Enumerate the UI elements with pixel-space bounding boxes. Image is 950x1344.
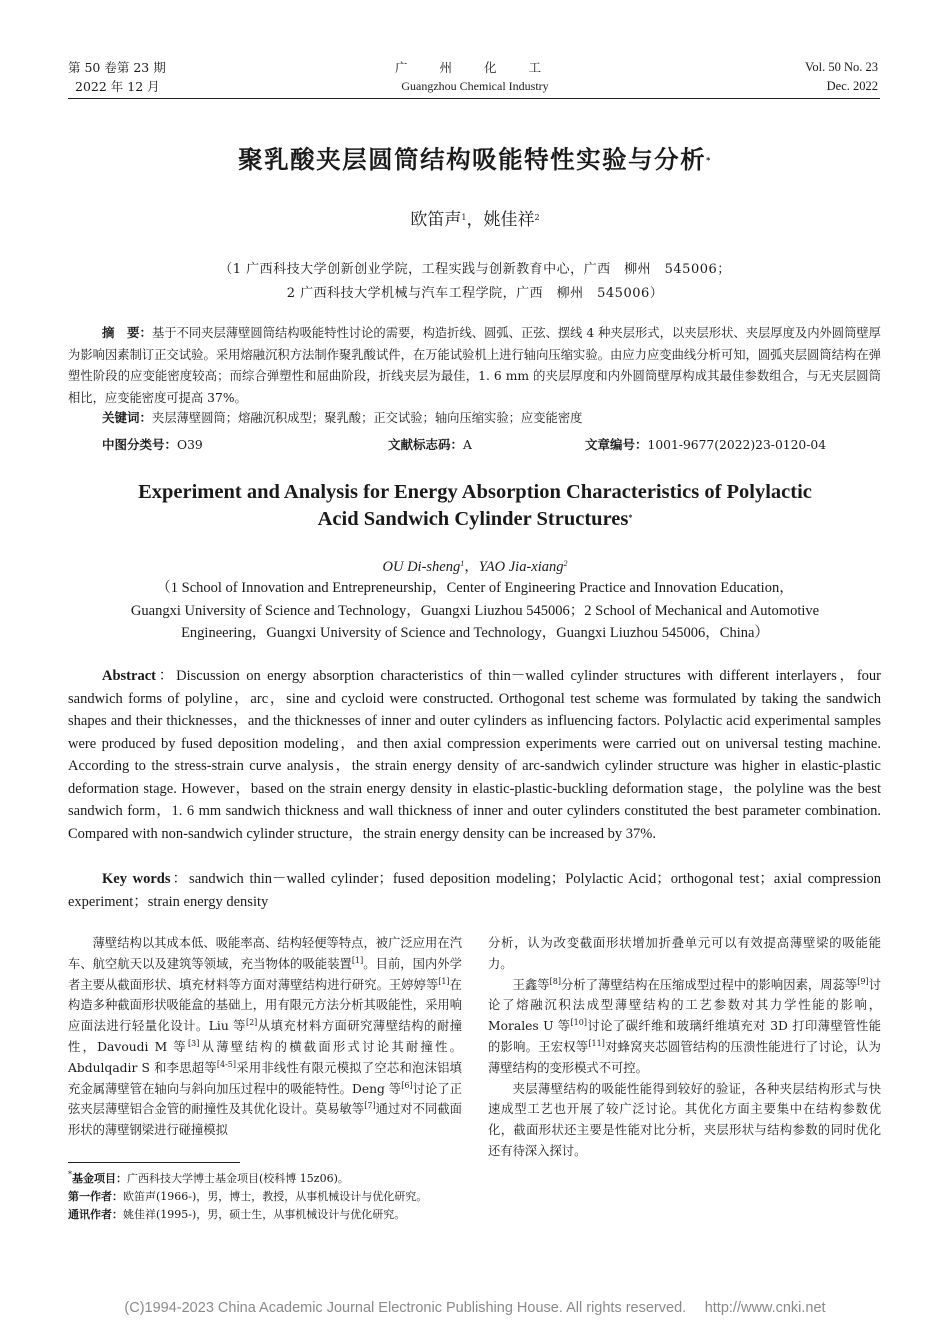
article-title-en	[60, 479, 890, 533]
issue-volume-cn: 第 50 卷第 23 期	[68, 60, 166, 75]
keywords-cn	[68, 408, 881, 428]
title-en-footnote-mark: *	[628, 513, 633, 522]
keywords-cn-text: 夹层薄壁圆筒；熔融沉积成型；聚乳酸；正交试验；轴向压缩实验；应变能密度	[152, 411, 583, 425]
fund-text: 广西科技大学博士基金项目(校科博 15z06)。	[127, 1172, 349, 1185]
first-author-label: 第一作者：	[68, 1190, 123, 1203]
abstract-cn-label: 摘 要：	[102, 325, 153, 340]
fund-mark: *	[68, 1170, 72, 1179]
article-number-label: 文章编号：	[585, 437, 648, 452]
title-en-line: Experiment and Analysis for Energy Absorption Characteristics of Polylactic	[138, 481, 812, 503]
copyright-watermark: (C)1994-2023 China Academic Journal Electronic Publishing House. All rights reserved. http://www.cnki.net	[124, 1300, 826, 1316]
affiliation-en-line: （1 School of Innovation and Entrepreneurship，Center of Engineering Practice and Innovation Education，	[156, 580, 794, 596]
citation-ref[interactable]: [8]	[549, 976, 561, 986]
body-text: 分析，认为改变截面形状增加折叠单元可以有效提高薄壁梁的吸能能力。	[488, 936, 881, 971]
author-cn-1-aff: 1	[461, 213, 467, 222]
author-cn-2-aff: 2	[534, 213, 540, 222]
footnote-fund	[68, 1170, 488, 1188]
fund-label: 基金项目：	[72, 1172, 127, 1185]
authors-en	[0, 555, 950, 576]
body-text: 夹层薄壁结构的吸能性能得到较好的验证，各种夹层结构形式与快速成型工艺也开展了较广泛讨论。其优化方面主要集中在结构参数优化，截面形状还主要是性能对比分析，夹层形状与结构参数的同时优化还有待深入探讨。	[488, 1081, 881, 1158]
clc-number	[102, 435, 203, 455]
affiliations-cn	[60, 258, 890, 306]
body-text: 王鑫等	[512, 977, 550, 992]
abstract-en-colon: ：	[155, 668, 177, 684]
footnote-corresponding-author	[68, 1206, 488, 1224]
affiliation-cn-line: （1 广西科技大学创新创业学院，工程实践与创新教育中心，广西 柳州 545006；	[219, 262, 731, 277]
author-en-1: OU Di-sheng	[382, 559, 461, 575]
author-en-2-aff: 2	[563, 559, 568, 568]
author-en-1-aff: 1	[460, 559, 465, 568]
citation-ref[interactable]: [1]	[351, 955, 364, 965]
author-separator-cn: ，	[466, 210, 484, 230]
title-en-line: Acid Sandwich Cylinder Structures	[317, 508, 629, 530]
author-cn-2: 姚佳祥	[483, 210, 535, 230]
citation-ref[interactable]: [2]	[245, 1018, 258, 1028]
article-number	[585, 435, 826, 455]
issue-volume-en: Vol. 50 No. 23	[804, 60, 878, 74]
body-column-left	[68, 933, 462, 1141]
citation-ref[interactable]: [9]	[857, 976, 869, 986]
citation-ref[interactable]: [10]	[570, 1018, 587, 1028]
abstract-cn	[68, 322, 881, 409]
header-rule	[68, 98, 880, 99]
body-text: 讨论了熔融沉积法成型薄壁结构的工艺参数对其力学性能的影响，Morales U 等	[488, 977, 881, 1034]
body-paragraph	[488, 933, 881, 975]
author-en-2: YAO Jia-xiang	[478, 559, 564, 575]
body-text: 讨论了正弦夹层薄壁铝合金管的耐撞性及其优化设计。莫易敏等	[68, 1081, 462, 1117]
citation-ref[interactable]: [3]	[188, 1038, 200, 1048]
keywords-en-colon: ：	[170, 871, 190, 887]
keywords-en	[68, 868, 881, 913]
body-paragraph	[68, 933, 462, 1141]
author-separator-en: ，	[464, 559, 479, 575]
article-title-cn	[0, 141, 950, 176]
citation-ref[interactable]: [1]	[438, 976, 450, 986]
keywords-en-label: Key words	[102, 871, 171, 887]
abstract-cn-text: 基于不同夹层薄壁圆筒结构吸能特性讨论的需要，构造折线、圆弧、正弦、摆线 4 种夹层形式，以夹层形状、夹层厚度及内外圆筒壁厚为影响因素制订正交试验。采用熔融沉积方法制作聚乳酸试件，在万能试验机上进行轴向压缩实验。由应力应变曲线分析可知，圆弧夹层圆筒结构在弹塑性阶段的应变能密度较高；而综合弹塑性和屈曲阶段，折线夹层为最佳，1. 6 mm 的夹层厚度和内外圆筒壁厚构成其最佳参数组合，与无夹层圆筒相比，应变能密度可提高 37%。	[68, 326, 881, 405]
citation-ref[interactable]: [7]	[364, 1101, 376, 1111]
first-author-text: 欧笛声(1966-)，男，博士，教授，从事机械设计与优化研究。	[123, 1190, 428, 1203]
body-text: 讨论了碳纤维和玻璃纤维填充对 3D 打印薄壁管性能的影响。王宏权等	[488, 1019, 881, 1054]
abstract-en-text: Discussion on energy absorption characteristics of thin－walled cylinder structures with different interlayers，four sandwich forms of polyline，arc，sine and cycloid were constructed. Orthogonal test scheme was formulated by taking the sandwich shapes and their thicknesses，and the thicknesses of inner and outer cylinders as influencing factors. Polylactic acid experimental samples were produced by fused deposition modeling，and then axial compression experiments were carried out on universal testing machine. According to the stress-strain curve analysis，the strain energy density of arc-sandwich cylinder structure was higher in elastic-plastic deformation stage. However，based on the strain energy density in elastic-plastic-buckling deformation stage，the polyline was the best sandwich form，1. 6 mm sandwich thickness and wall thickness of inner and outer cylinders constituted the best parameter combination. Compared with non-sandwich cylinder structure，the strain energy density can be increased by 37%.	[68, 668, 882, 842]
body-text: 通过对不同截面形状的薄壁钢梁进行碰撞模拟	[68, 1102, 462, 1138]
body-paragraph	[488, 975, 881, 1079]
authors-cn	[0, 205, 950, 230]
affiliations-en	[70, 577, 880, 645]
clc-value: O39	[177, 438, 203, 452]
abstract-en	[68, 665, 881, 845]
issue-date-cn: 2022 年 12 月	[75, 79, 160, 94]
citation-ref[interactable]: [4-5]	[216, 1059, 237, 1069]
journal-name-cn: 广 州 化 工	[395, 60, 555, 75]
document-code	[388, 435, 472, 455]
body-text: 对蜂窝夹芯圆管结构的压溃性能进行了讨论，认为薄壁结构的变形模式不可控。	[488, 1039, 881, 1075]
affiliation-cn-line: 2 广西科技大学机械与汽车工程学院，广西 柳州 545006）	[286, 286, 664, 301]
journal-issue-en	[805, 58, 878, 96]
footnotes	[68, 1170, 488, 1224]
body-text: 薄壁结构以其成本低、吸能率高、结构轻便等特点，被广泛应用在汽车、航空航天以及建筑等领域，充当物体的吸能装置	[68, 936, 462, 971]
abstract-en-label: Abstract	[102, 668, 156, 684]
author-cn-1: 欧笛声	[410, 210, 462, 230]
title-cn-footnote-mark: *	[706, 156, 712, 165]
footnote-first-author	[68, 1188, 488, 1206]
keywords-cn-label: 关键词：	[102, 410, 153, 425]
body-paragraph	[488, 1079, 881, 1162]
clc-label: 中图分类号：	[102, 437, 178, 452]
document-code-label: 文献标志码：	[388, 437, 464, 452]
body-text: 从填充材料方面研究薄壁结构的耐撞性，Davoudi M 等	[68, 1019, 462, 1054]
article-number-value: 1001-9677(2022)23-0120-04	[647, 438, 827, 452]
citation-ref[interactable]: [6]	[401, 1080, 413, 1090]
issue-date-en: Dec. 2022	[826, 79, 878, 93]
body-text: 在构造多种截面形状吸能盒的基础上，用有限元方法分析其吸能性，采用响应面法进行轻量化设计。Liu 等	[68, 977, 462, 1034]
title-cn-text: 聚乳酸夹层圆筒结构吸能特性实验与分析	[238, 145, 707, 174]
body-column-right	[488, 933, 881, 1162]
footnote-rule	[68, 1162, 240, 1163]
journal-name-en: Guangzhou Chemical Industry	[401, 79, 549, 93]
affiliation-en-line: Guangxi University of Science and Technology，Guangxi Liuzhou 545006；2 School of Mechanical and Automotive	[130, 602, 820, 619]
affiliation-en-line: Engineering，Guangxi University of Science and Technology，Guangxi Liuzhou 545006，China）	[181, 625, 769, 641]
body-text: 。目前，国内外学者主要从截面形状、填充材料等方面对薄壁结构进行研究。王婷婷等	[68, 956, 462, 992]
body-text: 采用非线性有限元模拟了空芯和泡沫铝填充金属薄壁管在轴向与斜向加压过程中的吸能特性。Deng 等	[68, 1060, 462, 1096]
corresponding-author-text: 姚佳祥(1995-)，男，硕士生，从事机械设计与优化研究。	[123, 1208, 406, 1221]
document-code-value: A	[463, 438, 472, 452]
body-text: 分析了薄壁结构在压缩成型过程中的影响因素，周蕊等	[560, 977, 858, 992]
corresponding-author-label: 通讯作者：	[68, 1208, 123, 1221]
keywords-en-text: sandwich thin－walled cylinder；fused deposition modeling；Polylactic Acid；orthogonal test；axial compression experiment；strain energy density	[68, 871, 881, 910]
citation-ref[interactable]: [11]	[588, 1038, 605, 1048]
body-text: 从薄壁结构的横截面形式讨论其耐撞性。Abdulqadir S 和李思超等	[68, 1039, 462, 1075]
